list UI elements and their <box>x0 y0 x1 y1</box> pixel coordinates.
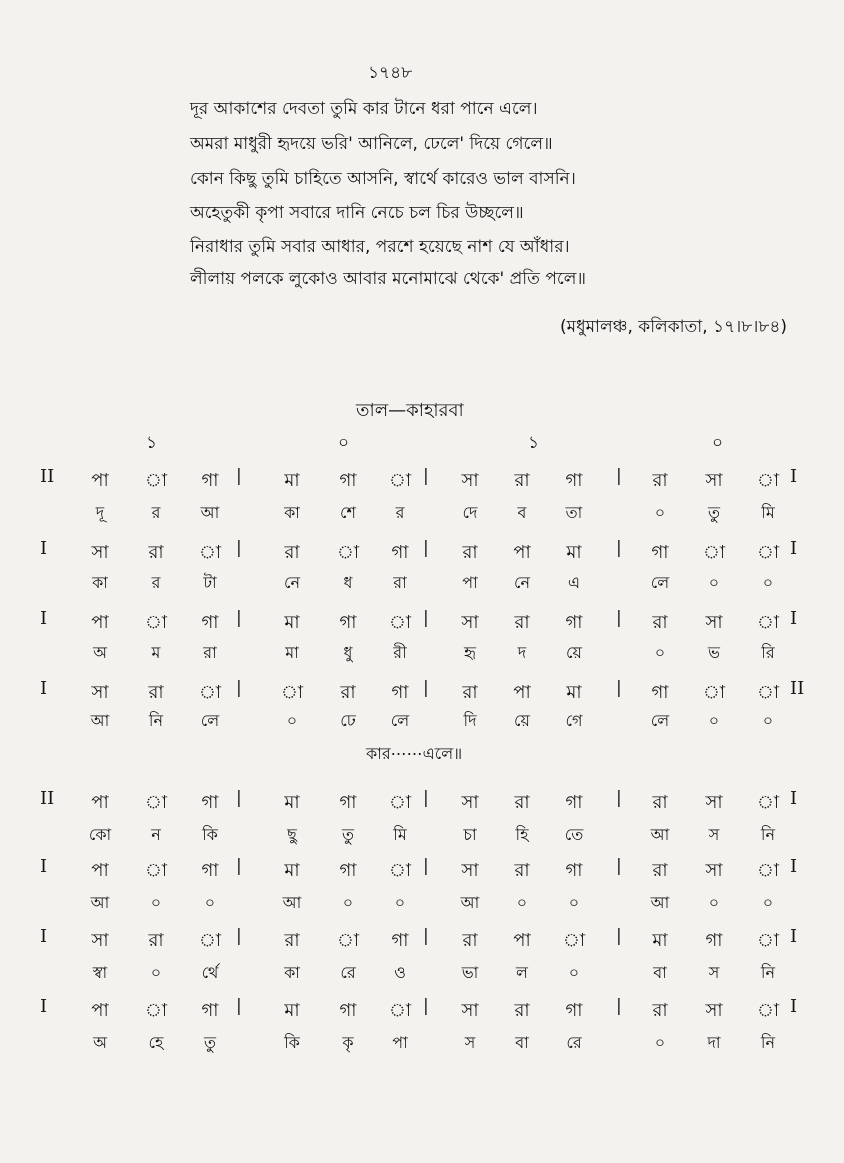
source-citation: (মধুমালঞ্চ, কলিকাতা, ১৭।৮।৮৪) <box>560 317 788 337</box>
lyric-syllable: ভ <box>708 643 720 662</box>
lyric-syllable: ০ <box>568 893 580 912</box>
lyric-syllable: বা <box>515 1033 529 1052</box>
swara-note: মা <box>284 860 300 881</box>
lyric-syllable: ০ <box>516 893 528 912</box>
lyric-syllable: স <box>708 825 720 844</box>
lyric-syllable: তু <box>707 503 721 522</box>
beat-divider: | <box>236 466 242 486</box>
swara-note: পা <box>91 612 109 633</box>
lyric-syllable: এ <box>567 573 581 592</box>
row-start-bar: II <box>40 466 55 487</box>
lyric-syllable: ০ <box>204 893 216 912</box>
lyric-syllable: আ <box>200 503 220 522</box>
row-end-bar: I <box>790 538 798 559</box>
lyric-syllable: ধ <box>343 573 353 592</box>
lyric-syllable: নি <box>148 711 164 730</box>
swara-note: রা <box>284 542 300 563</box>
swara-note: সা <box>705 470 723 491</box>
lyric-syllable: চা <box>463 825 477 844</box>
lyric-syllable: আ <box>90 893 110 912</box>
lyric-syllable: রা <box>203 643 217 662</box>
lyric-syllable: ধু <box>343 643 353 662</box>
lyric-syllable: অ <box>93 1033 107 1052</box>
swara-note: া <box>388 860 412 881</box>
row-start-bar: I <box>40 926 48 947</box>
lyric-syllable: ০ <box>708 573 720 592</box>
lyric-syllable: কা <box>284 503 300 522</box>
lyric-line: নিরাধার তুমি সবার আধার, পরশে হয়েছে নাশ যে আঁধার। <box>190 237 570 257</box>
swara-note: া <box>144 1000 168 1021</box>
beat-divider: | <box>616 608 622 628</box>
swara-note: া <box>336 542 360 563</box>
swara-note: সা <box>705 612 723 633</box>
beat-mark: ১ <box>146 433 158 453</box>
swara-note: া <box>144 612 168 633</box>
lyric-line: লীলায় পলকে লুকোও আবার মনোমাঝে থেকে' প্রতি পলে॥ <box>190 269 586 289</box>
swara-note: সা <box>91 930 109 951</box>
lyric-syllable: আ <box>650 893 670 912</box>
beat-divider: | <box>423 678 429 698</box>
swara-note: রা <box>652 612 668 633</box>
swara-note: া <box>144 860 168 881</box>
beat-divider: | <box>423 996 429 1016</box>
lyric-syllable: কি <box>284 1033 300 1052</box>
beat-mark: ০ <box>338 433 350 453</box>
lyric-syllable: কৃ <box>342 1033 354 1052</box>
swara-note: রা <box>514 792 530 813</box>
lyric-syllable: র <box>395 503 405 522</box>
swara-note: পা <box>513 930 531 951</box>
lyric-syllable: ০ <box>342 893 354 912</box>
lyric-line: কোন কিছু তুমি চাহিতে আসনি, স্বার্থে কারেও ভাল বাসনি। <box>190 169 576 189</box>
swara-note: সা <box>461 860 479 881</box>
swara-note: সা <box>461 470 479 491</box>
swara-note: পা <box>513 682 531 703</box>
swara-note: গা <box>339 470 357 491</box>
tala-title: তাল—কাহারবা <box>356 400 464 421</box>
beat-divider: | <box>236 996 242 1016</box>
lyric-syllable: মি <box>393 825 407 844</box>
swara-note: মা <box>566 682 582 703</box>
swara-note: রা <box>514 1000 530 1021</box>
beat-divider: | <box>423 608 429 628</box>
lyric-syllable: দি <box>463 711 477 730</box>
lyric-syllable: কা <box>284 963 300 982</box>
swara-note: গা <box>565 1000 583 1021</box>
lyric-syllable: ০ <box>394 893 406 912</box>
swara-note: া <box>144 792 168 813</box>
lyric-syllable: রে <box>566 1033 582 1052</box>
beat-divider: | <box>616 788 622 808</box>
swara-note: া <box>388 792 412 813</box>
lyric-syllable: আ <box>90 711 110 730</box>
lyric-syllable: অ <box>93 643 107 662</box>
swara-note: া <box>756 1000 780 1021</box>
swara-note: রা <box>652 470 668 491</box>
swara-note: া <box>756 860 780 881</box>
swara-note: া <box>756 470 780 491</box>
swara-note: সা <box>91 542 109 563</box>
lyric-syllable: ও <box>394 963 406 982</box>
swara-note: া <box>388 1000 412 1021</box>
swara-note: রা <box>462 542 478 563</box>
swara-note: গা <box>339 612 357 633</box>
swara-note: গা <box>565 792 583 813</box>
lyric-syllable: নে <box>283 573 301 592</box>
row-start-bar: I <box>40 608 48 629</box>
beat-divider: | <box>616 926 622 946</box>
swara-note: মা <box>284 1000 300 1021</box>
lyric-syllable: টা <box>203 573 217 592</box>
swara-note: গা <box>565 860 583 881</box>
lyric-syllable: রা <box>393 573 407 592</box>
lyric-syllable: নে <box>513 573 531 592</box>
swara-note: া <box>756 682 780 703</box>
lyric-syllable: র <box>151 573 161 592</box>
swara-note: সা <box>91 682 109 703</box>
beat-mark: ১ <box>528 433 540 453</box>
beat-divider: | <box>616 466 622 486</box>
lyric-syllable: ০ <box>708 893 720 912</box>
lyric-syllable: ব <box>517 503 527 522</box>
lyric-syllable: হি <box>515 825 529 844</box>
swara-note: মা <box>284 470 300 491</box>
swara-note: া <box>198 682 222 703</box>
lyric-syllable: ০ <box>150 893 162 912</box>
swara-note: সা <box>705 1000 723 1021</box>
lyric-syllable: দে <box>462 503 478 522</box>
swara-note: রা <box>514 470 530 491</box>
swara-note: গা <box>339 1000 357 1021</box>
row-end-bar: I <box>790 466 798 487</box>
lyric-syllable: মি <box>761 503 775 522</box>
row-end-bar: I <box>790 608 798 629</box>
swara-note: া <box>388 470 412 491</box>
row-end-bar: I <box>790 788 798 809</box>
beat-divider: | <box>236 788 242 808</box>
lyric-syllable: ০ <box>150 963 162 982</box>
lyric-syllable: নি <box>760 825 776 844</box>
lyric-syllable: মা <box>285 643 299 662</box>
lyric-syllable: দা <box>707 1033 721 1052</box>
lyric-line: অমরা মাধুরী হৃদয়ে ভরি' আনিলে, ঢেলে' দিয়ে গেলে॥ <box>190 134 553 154</box>
lyric-syllable: গে <box>565 711 583 730</box>
lyric-syllable: নি <box>760 1033 776 1052</box>
lyric-syllable: ০ <box>708 711 720 730</box>
lyric-syllable: তে <box>564 825 584 844</box>
swara-note: রা <box>652 1000 668 1021</box>
lyric-syllable: স্বা <box>92 963 108 982</box>
row-start-bar: II <box>40 788 55 809</box>
swara-note: গা <box>391 542 409 563</box>
swara-note: সা <box>461 792 479 813</box>
row-start-bar: I <box>40 856 48 877</box>
swara-note: পা <box>513 542 531 563</box>
swara-note: রা <box>652 792 668 813</box>
swara-note: গা <box>201 1000 219 1021</box>
row-end-bar: II <box>790 678 805 699</box>
swara-note: া <box>756 542 780 563</box>
swara-note: রা <box>514 612 530 633</box>
swara-note: মা <box>284 792 300 813</box>
lyric-syllable: ০ <box>654 503 666 522</box>
lyric-syllable: ছু <box>287 825 297 844</box>
lyric-syllable: হৃ <box>464 643 476 662</box>
lyric-syllable: লে <box>200 711 220 730</box>
swara-note: গা <box>565 470 583 491</box>
swara-note: গা <box>201 612 219 633</box>
swara-note: রা <box>652 860 668 881</box>
lyric-syllable: আ <box>282 893 302 912</box>
row-end-bar: I <box>790 856 798 877</box>
swara-note: গা <box>201 792 219 813</box>
lyric-syllable: লে <box>650 573 670 592</box>
swara-note: রা <box>148 542 164 563</box>
swara-note: মা <box>652 930 668 951</box>
swara-note: মা <box>566 542 582 563</box>
lyric-syllable: লে <box>650 711 670 730</box>
lyric-syllable: ০ <box>654 643 666 662</box>
swara-note: রা <box>462 930 478 951</box>
row-start-bar: I <box>40 678 48 699</box>
lyric-syllable: ল <box>516 963 528 982</box>
lyric-line: দূর আকাশের দেবতা তুমি কার টানে ধরা পানে এলে। <box>190 99 538 119</box>
beat-divider: | <box>236 538 242 558</box>
beat-divider: | <box>616 678 622 698</box>
lyric-syllable: স <box>464 1033 476 1052</box>
beat-divider: | <box>423 538 429 558</box>
lyric-syllable: কা <box>92 573 108 592</box>
swara-note: গা <box>201 860 219 881</box>
refrain-marker: কার⋯⋯এলে॥ <box>366 744 463 763</box>
swara-note: া <box>702 682 726 703</box>
lyric-syllable: কো <box>88 825 112 844</box>
lyric-syllable: বা <box>653 963 667 982</box>
swara-note: া <box>756 930 780 951</box>
beat-divider: | <box>423 466 429 486</box>
lyric-syllable: ০ <box>762 893 774 912</box>
swara-note: গা <box>651 542 669 563</box>
swara-note: সা <box>461 612 479 633</box>
beat-divider: | <box>423 926 429 946</box>
lyric-syllable: র্থে <box>201 963 219 982</box>
lyric-syllable: লে <box>390 711 410 730</box>
beat-mark: ০ <box>712 433 724 453</box>
lyric-syllable: তা <box>565 503 583 522</box>
lyric-syllable: রী <box>393 643 407 662</box>
lyric-syllable: শে <box>340 503 356 522</box>
lyric-syllable: য়ে <box>514 711 530 730</box>
swara-note: া <box>388 612 412 633</box>
lyric-syllable: য়ে <box>566 643 582 662</box>
beat-divider: | <box>236 856 242 876</box>
lyric-syllable: কি <box>202 825 218 844</box>
lyric-syllable: আ <box>460 893 480 912</box>
swara-note: রা <box>462 682 478 703</box>
swara-note: গা <box>391 682 409 703</box>
lyric-syllable: ঢে <box>340 711 356 730</box>
swara-note: পা <box>91 1000 109 1021</box>
lyric-syllable: স <box>708 963 720 982</box>
lyric-syllable: রি <box>761 643 775 662</box>
swara-note: গা <box>339 860 357 881</box>
swara-note: রা <box>284 930 300 951</box>
beat-divider: | <box>423 856 429 876</box>
swara-note: রা <box>340 682 356 703</box>
swara-note: া <box>144 470 168 491</box>
lyric-syllable: র <box>151 503 161 522</box>
lyric-syllable: ০ <box>762 711 774 730</box>
swara-note: রা <box>148 682 164 703</box>
beat-divider: | <box>236 608 242 628</box>
swara-note: মা <box>284 612 300 633</box>
swara-note: গা <box>339 792 357 813</box>
beat-divider: | <box>236 678 242 698</box>
swara-note: পা <box>91 470 109 491</box>
swara-note: া <box>198 542 222 563</box>
row-end-bar: I <box>790 926 798 947</box>
beat-divider: | <box>236 926 242 946</box>
swara-note: া <box>280 682 304 703</box>
lyric-syllable: ০ <box>762 573 774 592</box>
beat-divider: | <box>616 856 622 876</box>
lyric-syllable: ০ <box>286 711 298 730</box>
swara-note: গা <box>705 930 723 951</box>
lyric-syllable: ০ <box>568 963 580 982</box>
lyric-syllable: ন <box>151 825 161 844</box>
swara-note: গা <box>565 612 583 633</box>
lyric-syllable: আ <box>650 825 670 844</box>
lyric-syllable: তু <box>203 1033 217 1052</box>
swara-note: া <box>198 930 222 951</box>
lyric-syllable: রে <box>340 963 356 982</box>
swara-note: পা <box>91 860 109 881</box>
swara-note: সা <box>705 860 723 881</box>
beat-divider: | <box>616 538 622 558</box>
lyric-syllable: দ <box>517 643 527 662</box>
lyric-syllable: ভা <box>461 963 479 982</box>
swara-note: া <box>756 612 780 633</box>
swara-note: া <box>562 930 586 951</box>
beat-divider: | <box>616 996 622 1016</box>
lyric-syllable: পা <box>392 1033 408 1052</box>
lyric-syllable: দূ <box>95 503 105 522</box>
lyric-syllable: তু <box>341 825 355 844</box>
swara-note: গা <box>201 470 219 491</box>
row-start-bar: I <box>40 538 48 559</box>
beat-divider: | <box>423 788 429 808</box>
row-end-bar: I <box>790 996 798 1017</box>
swara-note: রা <box>514 860 530 881</box>
lyric-syllable: হে <box>148 1033 164 1052</box>
swara-note: পা <box>91 792 109 813</box>
swara-note: া <box>336 930 360 951</box>
swara-note: া <box>756 792 780 813</box>
row-start-bar: I <box>40 996 48 1017</box>
swara-note: গা <box>651 682 669 703</box>
swara-note: গা <box>391 930 409 951</box>
lyric-syllable: ০ <box>654 1033 666 1052</box>
swara-note: া <box>702 542 726 563</box>
page-number: ১৭৪৮ <box>368 63 413 83</box>
lyric-syllable: ম <box>151 643 161 662</box>
lyric-line: অহেতুকী কৃপা সবারে দানি নেচে চল চির উচ্ছলে॥ <box>190 203 524 223</box>
swara-note: সা <box>705 792 723 813</box>
lyric-syllable: পা <box>462 573 478 592</box>
swara-note: সা <box>461 1000 479 1021</box>
lyric-syllable: নি <box>760 963 776 982</box>
swara-note: রা <box>148 930 164 951</box>
